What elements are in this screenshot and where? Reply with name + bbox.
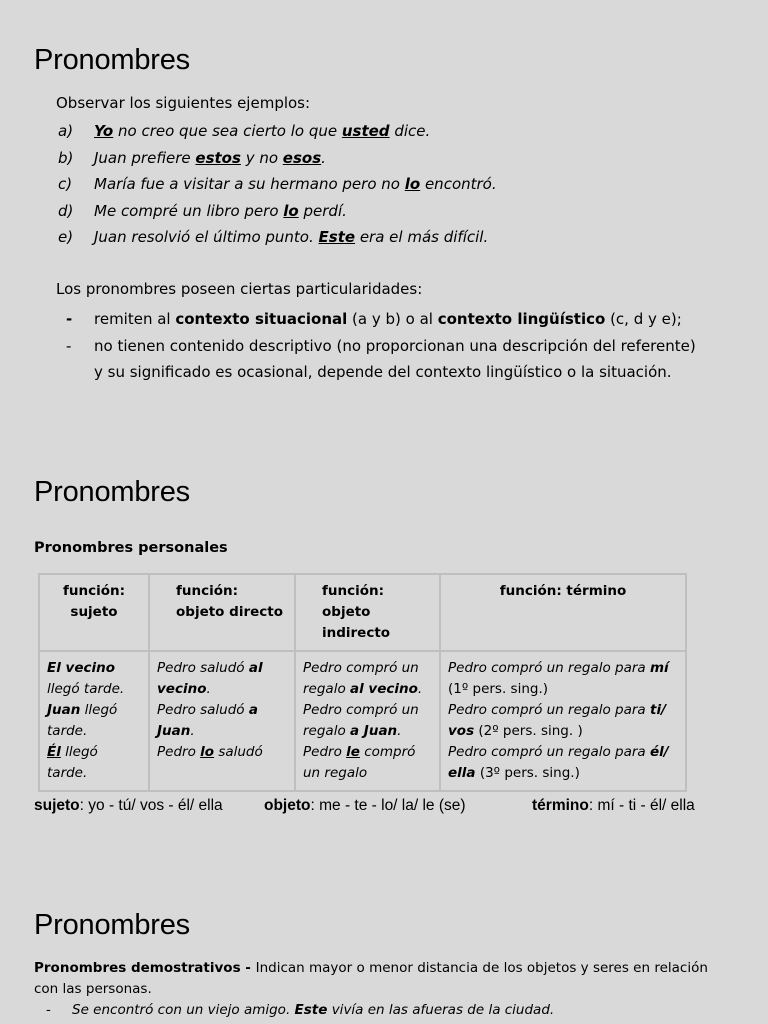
example-text: vivía en las afueras de la ciudad. xyxy=(327,1002,555,1018)
demonstratives-label: Pronombres demostrativos - xyxy=(34,960,256,976)
cell-text: compró un regalo xyxy=(303,744,416,781)
cell-text: . xyxy=(417,681,423,697)
cell-text: Pedro compró un regalo para xyxy=(448,660,650,676)
pronoun-highlight: lo xyxy=(404,175,421,193)
example-text: encontró. xyxy=(420,175,497,193)
pronoun-highlight: Este xyxy=(318,228,356,246)
cell-line xyxy=(448,658,678,700)
cell-line xyxy=(47,658,141,700)
pronoun-highlight: Yo xyxy=(94,122,114,140)
example-text: dice. xyxy=(389,122,431,140)
pronoun-term: al vecino xyxy=(350,681,418,697)
summary-term xyxy=(532,797,695,815)
example-item xyxy=(58,201,497,228)
cell-text: . xyxy=(397,723,402,739)
cell-direct-object xyxy=(149,651,295,791)
example-text: . xyxy=(321,148,326,167)
header-term: función: término xyxy=(440,574,686,651)
pronoun-term: mí xyxy=(649,660,669,676)
cell-text: llegó tarde. xyxy=(47,702,118,739)
pronoun-term: a Juan xyxy=(350,723,398,739)
cell-line xyxy=(157,742,287,763)
example-bold-term: Este xyxy=(294,1002,328,1018)
pronoun-term: a Juan xyxy=(157,702,258,739)
example-item xyxy=(58,174,497,201)
example-text: no creo que sea cierto lo que xyxy=(113,122,342,140)
bullet-dash: - xyxy=(66,336,72,355)
example-text: Me compré un libro pero xyxy=(94,201,284,220)
summary-term-label: término xyxy=(532,797,589,814)
cell-text: . xyxy=(190,723,195,739)
cell-text: llegó tarde. xyxy=(47,744,98,781)
cell-line xyxy=(448,700,678,742)
cell-text: Pedro compró un regalo para xyxy=(448,702,650,718)
cell-term xyxy=(440,651,686,791)
example-label: e) xyxy=(58,228,74,246)
pronoun-term: Él xyxy=(47,744,61,760)
example-text: Juan prefiere xyxy=(94,148,196,167)
slide2-title: Pronombres xyxy=(34,476,190,508)
header-subject: función: sujeto xyxy=(39,574,149,651)
cell-line xyxy=(47,742,141,784)
particularities-intro: Los pronombres poseen ciertas particularidades: xyxy=(56,280,423,298)
pronoun-highlight: usted xyxy=(341,122,390,140)
cell-text: llegó tarde. xyxy=(47,681,125,697)
example-text: María fue a visitar a su hermano pero no xyxy=(94,175,405,193)
pronoun-term: Juan xyxy=(47,702,81,718)
summary-subject-label: sujeto xyxy=(34,797,80,814)
example-text: y no xyxy=(240,148,283,167)
demonstratives-definition xyxy=(34,958,734,1000)
example-label: c) xyxy=(58,175,73,193)
slide3-title: Pronombres xyxy=(34,909,190,941)
cell-line xyxy=(448,742,678,784)
cell-text: Pedro saludó xyxy=(157,702,249,718)
list-item xyxy=(66,333,706,386)
bullet-text: (a y b) o al xyxy=(347,310,438,328)
cell-text: . xyxy=(206,681,211,697)
example-item xyxy=(58,148,497,175)
cell-note: (2º pers. sing. ) xyxy=(474,723,583,739)
particularities-list xyxy=(66,306,706,386)
summary-object-label: objeto xyxy=(264,797,311,814)
pronoun-term: lo xyxy=(200,744,215,760)
bullet-text: no tienen contenido descriptivo (no proporcionan una descripción del referente) y su significado es ocasional, depende del contexto lingüístico o la situación. xyxy=(94,336,696,381)
demonstratives-section xyxy=(34,958,734,1021)
pronoun-term: él/ ella xyxy=(448,744,669,781)
bullet-dash: - xyxy=(66,310,73,328)
example-label: d) xyxy=(58,201,74,220)
cell-indirect-object xyxy=(295,651,440,791)
pronoun-highlight: estos xyxy=(195,148,241,167)
pronoun-term: al vecino xyxy=(157,660,263,697)
example-text: era el más difícil. xyxy=(355,228,489,246)
header-indirect-object: función: objeto indirecto xyxy=(295,574,440,651)
cell-text: Pedro compró un regalo xyxy=(303,702,419,739)
example-text: Se encontró con un viejo amigo. xyxy=(72,1002,295,1018)
list-item xyxy=(34,1000,734,1021)
cell-line xyxy=(157,700,287,742)
header-direct-object: función: objeto directo xyxy=(149,574,295,651)
personal-pronouns-table xyxy=(38,573,687,792)
bullet-text: (c, d y e); xyxy=(605,310,682,328)
cell-line xyxy=(303,658,432,700)
cell-line xyxy=(47,700,141,742)
personal-pronouns-subtitle: Pronombres personales xyxy=(34,540,228,556)
cell-text: Pedro xyxy=(303,744,347,760)
cell-note: (1º pers. sing.) xyxy=(448,681,549,697)
pronoun-highlight: lo xyxy=(283,201,299,220)
examples-intro: Observar los siguientes ejemplos: xyxy=(56,94,311,112)
pronoun-term: El vecino xyxy=(47,660,116,676)
examples-list xyxy=(58,121,497,254)
table-header-row xyxy=(39,574,686,651)
pronoun-term: le xyxy=(346,744,360,760)
bullet-bold-term: contexto lingüístico xyxy=(437,310,606,328)
list-item xyxy=(66,306,706,333)
cell-text: Pedro compró un regalo para xyxy=(448,744,650,760)
cell-text: Pedro compró un regalo xyxy=(303,660,419,697)
table-row xyxy=(39,651,686,791)
summary-object-text: : me - te - lo/ la/ le (se) xyxy=(310,797,466,814)
example-item xyxy=(58,121,497,148)
bullet-dash: - xyxy=(46,1002,51,1018)
bullet-text: remiten al xyxy=(94,310,176,328)
summary-object xyxy=(264,797,466,815)
slide1-title: Pronombres xyxy=(34,44,190,76)
bullet-bold-term: contexto situacional xyxy=(175,310,348,328)
cell-line xyxy=(303,700,432,742)
example-label: a) xyxy=(58,122,74,140)
demonstratives-text: Indican mayor o menor distancia de los objetos y seres en relación con las personas. xyxy=(34,960,708,997)
cell-line xyxy=(303,742,432,784)
cell-text: Pedro xyxy=(157,744,201,760)
example-label: b) xyxy=(58,148,74,167)
example-text: Juan resolvió el último punto. xyxy=(94,228,319,246)
summary-subject-text: : yo - tú/ vos - él/ ella xyxy=(79,797,223,814)
summary-subject xyxy=(34,797,223,815)
cell-text: Pedro saludó xyxy=(157,660,249,676)
example-text: perdí. xyxy=(298,201,347,220)
pronoun-highlight: esos xyxy=(282,148,322,167)
summary-term-text: : mí - ti - él/ ella xyxy=(588,797,695,814)
cell-note: (3º pers. sing.) xyxy=(475,765,580,781)
cell-line xyxy=(157,658,287,700)
example-item xyxy=(58,227,497,254)
cell-subject xyxy=(39,651,149,791)
pronoun-term: ti/ vos xyxy=(448,702,666,739)
cell-text: saludó xyxy=(214,744,263,760)
